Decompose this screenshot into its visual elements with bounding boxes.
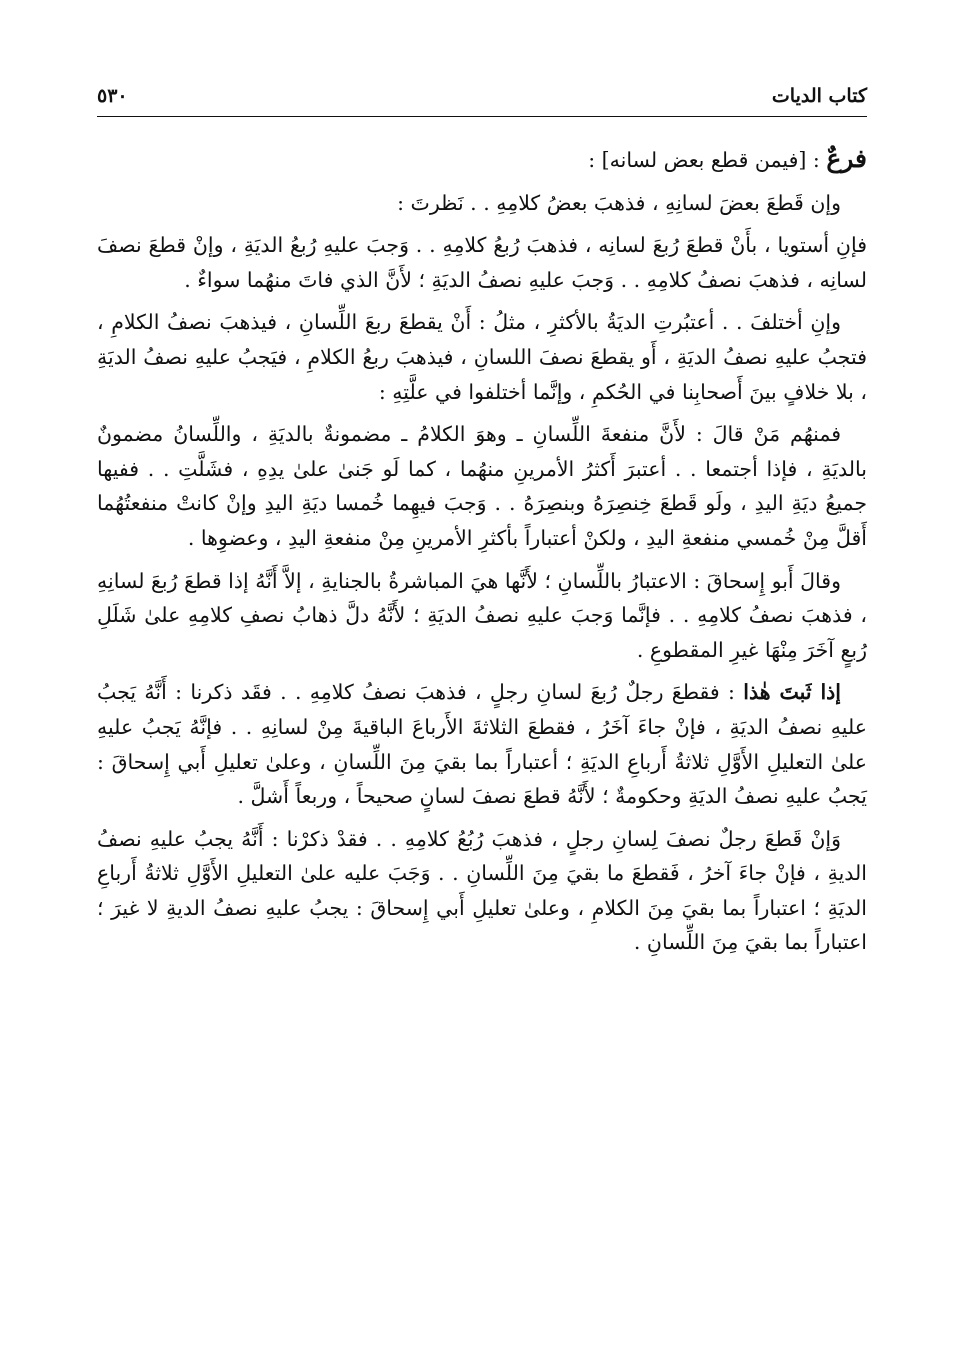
section-heading <box>97 142 867 178</box>
paragraph-text: وإنِ أختلفَ . . أعتبُرتِ الديَةُ بالأكثرِ ، مثلُ : أَنْ يقطعَ ربعَ اللِّسانِ ، فيذهبَ نصفُ الكلامِ ، فتجبُ عليهِ نصفُ الديَةِ ، أَو يقطعَ نصفَ اللسانِ ، فيذهبَ ربعُ الكلامِ ، فيَجبُ عليهِ نصفُ الديَةِ ، بلا خلافٍ بينَ أَصحابِنا في الحُكمِ ، وإنَّما أختلفوا في علَّتِهِ : <box>97 310 867 404</box>
paragraph <box>97 564 867 668</box>
paragraph-text: : فقطعَ رجلٌ رُبعَ لسانِ رجلٍ ، فذهبَ نصفُ كلامِهِ . . فقَد ذكرنا : أَنَّهُ يَجبُ عليهِ نصفُ الديَةِ ، فإنْ جاءَ آخَرُ ، فقطعَ الثلاثةَ الأَرباعَ الباقيةَ مِنْ لسانِهِ . . فإنَّهُ يَجبُ عليهِ علىٰ التعليلِ الأَوَّلِ ثلاثةُ أَرباعِ الديَةِ ؛ أعتباراً بما بقيَ مِنَ اللِّسانِ ، وعلىٰ تعليلِ أَبي إِسحاقَ : يَجبُ عليهِ نصفُ الديَةِ وحكومةٌ ؛ لأَنَّهُ قطعَ نصفَ لسانٍ صحيحاً ، وربعاً أَشلَّ . <box>97 680 867 809</box>
page-number: ٥٣٠ <box>97 85 128 107</box>
paragraph-text: فإنِ أستويا ، بأَنْ قطعَ رُبعَ لسانِه ، فذهبَ رُبعُ كلامِهِ . . وَجبَ عليهِ رُبعُ الديَةِ ، وإنْ قطعَ نصفَ لسانِه ، فذهبَ نصفُ كلامِهِ . . وَجبَ عليهِ نصفُ الديَةِ ؛ لأَنَّ الذي فاتَ منهُما سواءٌ . <box>97 233 867 292</box>
paragraph <box>97 186 867 221</box>
page-header <box>97 78 867 114</box>
paragraph-text: فمنهُم مَنْ قالَ : لأَنَّ منفعةَ اللِّسانِ ـ وهوَ الكلامُ ـ مضمونةٌ بالديَةِ ، واللِّسانُ مضمونٌ بالديَةِ ، فإذا أجتمعا . . أعتبرَ أَكثرُ الأمرينِ منهُما ، كما لَو جَنىٰ علىٰ يدِهِ ، فشَلَّتِ . . ففيها جميعُ ديَةِ اليدِ ، ولَو قَطعَ خِنصِرَهُ وبنصِرَهُ . . وَجبَ فيهِما خُمسا ديَةِ اليدِ وإنْ كانتْ منفعتُهُما أَقلَّ مِنْ خُمسي منفعةِ اليدِ ، ولكنْ أعتباراً بأكثرِ الأمرينِ مِنْ منفعةِ اليدِ ، وعضوِها . <box>97 422 867 550</box>
paragraph-lead: إذا ثَبتَ هٰذا <box>743 680 841 705</box>
book-title: كتاب الديات <box>771 85 867 107</box>
paragraph <box>97 822 867 960</box>
paragraph <box>97 228 867 297</box>
section-label: فرعٌ <box>826 144 867 173</box>
paragraph-text: وإن قَطعَ بعضَ لسانِهِ ، فذهبَ بعضُ كلامِهِ . . نَظرتَ : <box>397 190 841 215</box>
paragraph-text: وقالَ أَبو إِسحاقَ : الاعتبارُ باللِّسانِ ؛ لأَنَّها هيَ المباشرةُ بالجنايةِ ، إلاَّ أَنَّهُ إذا قطعَ رُبعَ لسانِهِ ، فذهبَ نصفُ كلامِهِ . . فإنَّما وَجبَ عليهِ نصفُ الديَةِ ؛ لأَنَّهُ دلَّ ذهابُ نصفِ كلامِهِ علىٰ شَلَلِ رُبعٍ آخَرَ مِنْهَا غيرِ المقطوعِ . <box>97 568 867 662</box>
paragraph <box>97 305 867 409</box>
paragraph-text: وَإنْ قَطعَ رجلٌ نصفَ لِسانِ رجلٍ ، فذهبَ رُبُعُ كلامِهِ . . فقدْ ذكرْنا : أَنَّهُ يجبُ عليهِ نصفُ الديةِ ، فإنْ جاءَ آخرُ ، فَقطعَ ما بقيَ مِنَ اللِّسانِ . . وَجَبَ عليه علىٰ التعليلِ الأَوَّلِ ثلاثةُ أَرباعِ الديَةِ ؛ اعتباراً بما بقيَ مِنَ الكلامِ ، وعلىٰ تعليلِ أَبي إِسحاقَ : يجبُ عليهِ نصفُ الديةِ لا غيرَ ؛ اعتباراً بما بقيَ مِنَ اللِّسانِ . <box>97 826 867 955</box>
section-title: [فيمن قطع بعض لسانه] : <box>588 148 807 172</box>
paragraph <box>97 675 867 813</box>
header-rule <box>97 116 867 117</box>
section-colon: : <box>806 148 827 172</box>
page-body <box>97 142 867 968</box>
paragraph <box>97 417 867 555</box>
